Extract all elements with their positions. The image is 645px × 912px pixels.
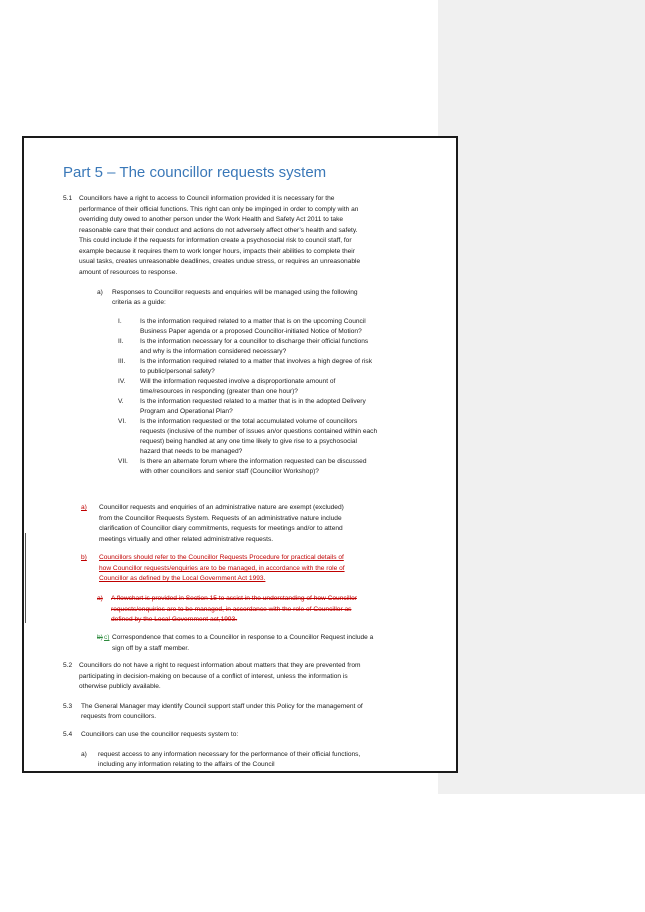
criteria-line: with other councillors and senior staff (Councillor Workshop)? bbox=[140, 468, 319, 475]
list-item-line: sign off by a staff member. bbox=[112, 645, 190, 652]
criteria-number: IV. bbox=[118, 378, 126, 385]
paragraph-line: The General Manager may identify Council support staff under this Policy for the management of bbox=[81, 703, 363, 710]
paragraph-line: participating in decision-making on because of a conflict of interest, unless the information is bbox=[79, 673, 348, 680]
tracked-insert-label: a) bbox=[81, 504, 87, 511]
criteria-line: Is the information requested related to a matter that is in the adopted Delivery bbox=[140, 398, 366, 405]
criteria-line: Program and Operational Plan? bbox=[140, 408, 233, 415]
paragraph-line: performance of their official functions. This right can only be impinged in order to comply with an bbox=[79, 206, 359, 213]
list-item-line: meetings virtually and other related administrative requests. bbox=[99, 536, 274, 543]
criteria-line: Will the information requested involve a disproportionate amount of bbox=[140, 378, 336, 385]
tracked-delete-line: defined by the Local Government act,1993. bbox=[111, 616, 238, 623]
paragraph-line: amount of resources to response. bbox=[79, 269, 178, 276]
change-bar bbox=[25, 533, 26, 623]
criteria-number: III. bbox=[118, 358, 126, 365]
criteria-number: II. bbox=[118, 338, 124, 345]
criteria-line: and why is the information considered necessary? bbox=[140, 348, 287, 355]
criteria-line: Is the information required related to a matter that is on the upcoming Council bbox=[140, 318, 366, 325]
paragraph-line: example because it requires them to work longer hours, impacts their abilities to complete their bbox=[79, 248, 355, 255]
section-number: 5.4 bbox=[63, 731, 73, 738]
criteria-line: Business Paper agenda or a proposed Councillor-initiated Notice of Motion? bbox=[140, 328, 362, 335]
section-number: 5.3 bbox=[63, 703, 73, 710]
paragraph-line: overriding duty owed to another person under the Work Health and Safety Act 2011 to take bbox=[79, 216, 344, 223]
criteria-number: I. bbox=[118, 318, 122, 325]
comment-margin-pane bbox=[438, 0, 645, 794]
tracked-delete-line: A flowchart is provided in Section 15 to assist in the understanding of how Councillor bbox=[111, 595, 357, 602]
criteria-number: VI. bbox=[118, 418, 127, 425]
criteria-line: Is there an alternate forum where the information requested can be discussed bbox=[140, 458, 367, 465]
list-item-line: Correspondence that comes to a Councillor in response to a Councillor Request include a bbox=[112, 634, 374, 641]
criteria-line: Is the information requested or the total accumulated volume of councillors bbox=[140, 418, 358, 425]
paragraph-line: Councillors do not have a right to request information about matters that they are prevented from bbox=[79, 662, 361, 669]
paragraph-line: Councillors have a right to access to Council information provided it is necessary for the bbox=[79, 195, 335, 202]
paragraph-line: Councillors can use the councillor requests system to: bbox=[81, 731, 239, 738]
criteria-line: Is the information necessary for a councillor to discharge their official functions bbox=[140, 338, 369, 345]
paragraph-line: reasonable care that their conduct and actions do not adversely affect other’s health and safety. bbox=[79, 227, 358, 234]
list-label: a) bbox=[97, 289, 103, 296]
tracked-delete-label: b) bbox=[97, 634, 103, 641]
list-item-line: criteria as a guide: bbox=[112, 299, 166, 306]
page-title: Part 5 – The councillor requests system bbox=[63, 164, 327, 181]
list-item-line: Councillor requests and enquiries of an administrative nature are exempt (excluded) bbox=[99, 504, 344, 511]
criteria-line: time/resources in responding (greater than one hour)? bbox=[140, 388, 298, 395]
criteria-line: to public/personal safety? bbox=[140, 368, 215, 375]
paragraph-line: requests from councillors. bbox=[81, 713, 157, 720]
tracked-insert-line: Councillors should refer to the Councillor Requests Procedure for practical details of bbox=[99, 554, 344, 561]
criteria-number: VII. bbox=[118, 458, 128, 465]
tracked-insert-line: how Councillor requests/enquiries are to be managed, in accordance with the role of bbox=[99, 565, 345, 572]
list-item-line: request access to any information necessary for the performance of their official functions, bbox=[98, 751, 361, 758]
tracked-insert-label: b) bbox=[81, 554, 87, 561]
tracked-delete-line: requests/enquiries are to be managed, in accordance with the role of Councillor as bbox=[111, 606, 352, 613]
list-item-line: including any information relating to the affairs of the Council bbox=[98, 761, 275, 768]
criteria-line: requests (inclusive of the number of issues an/or questions contained within each bbox=[140, 428, 378, 435]
criteria-line: Is the information required related to a matter that involves a high degree of risk bbox=[140, 358, 373, 365]
paragraph-line: otherwise publicly available. bbox=[79, 683, 161, 690]
tracked-insert-label: c) bbox=[104, 634, 110, 641]
tracked-delete-label: a) bbox=[97, 595, 103, 602]
criteria-line: request) being handled at any one time likely to give rise to a psychosocial bbox=[140, 438, 357, 445]
section-number: 5.2 bbox=[63, 662, 73, 669]
list-item-line: Responses to Councillor requests and enquiries will be managed using the following bbox=[112, 289, 358, 296]
criteria-line: hazard that needs to be managed? bbox=[140, 448, 243, 455]
section-number: 5.1 bbox=[63, 195, 73, 202]
list-item-line: from the Councillor Requests System. Requests of an administrative nature include bbox=[99, 515, 342, 522]
tracked-insert-line: Councillor as defined by the Local Government Act 1993. bbox=[99, 575, 266, 582]
list-label: a) bbox=[81, 751, 87, 758]
criteria-number: V. bbox=[118, 398, 124, 405]
paragraph-line: This could include if the requests for information create a psychosocial risk to council staff, for bbox=[79, 237, 352, 244]
list-item-line: clarification of Councillor diary commitments, requests for meetings and/or to attend bbox=[99, 525, 343, 532]
paragraph-line: usual tasks, creates unreasonable deadlines, creates undue stress, or requires an unreasonable bbox=[79, 258, 361, 265]
